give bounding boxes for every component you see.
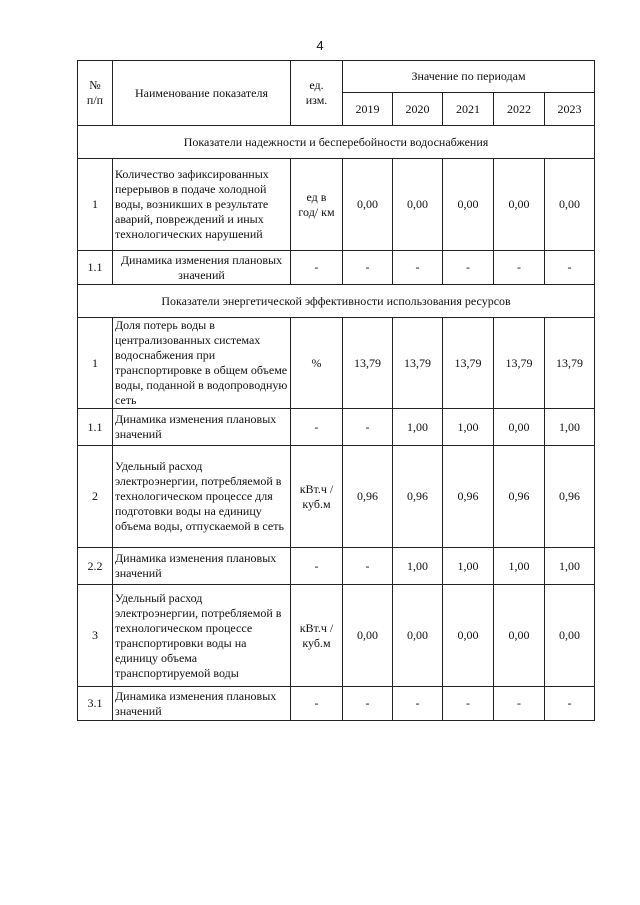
value-cell: 0,00 bbox=[494, 409, 545, 446]
section-row bbox=[78, 126, 595, 159]
header-year: 2022 bbox=[494, 93, 545, 126]
indicator-name: Динамика изменения плановых значений bbox=[113, 548, 291, 585]
value-cell: 13,79 bbox=[343, 318, 393, 409]
unit-cell: кВт.ч / куб.м bbox=[291, 585, 343, 687]
table-row bbox=[78, 687, 595, 721]
row-number: 3.1 bbox=[78, 687, 113, 721]
indicator-name: Динамика изменения плановых значений bbox=[113, 251, 291, 285]
value-cell: - bbox=[393, 251, 443, 285]
unit-cell: кВт.ч / куб.м bbox=[291, 446, 343, 548]
value-cell: 13,79 bbox=[545, 318, 595, 409]
value-cell: 0,00 bbox=[343, 159, 393, 251]
value-cell: 1,00 bbox=[443, 548, 494, 585]
unit-cell: - bbox=[291, 548, 343, 585]
value-cell: 0,00 bbox=[494, 159, 545, 251]
header-year: 2020 bbox=[393, 93, 443, 126]
value-cell: 13,79 bbox=[494, 318, 545, 409]
table-row bbox=[78, 409, 595, 446]
unit-cell: % bbox=[291, 318, 343, 409]
indicator-name: Количество зафиксированных перерывов в подаче холодной воды, возникших в результате аварий, повреждений и иных технологических нарушений bbox=[113, 159, 291, 251]
value-cell: 1,00 bbox=[545, 409, 595, 446]
value-cell: 0,96 bbox=[545, 446, 595, 548]
value-cell: - bbox=[494, 687, 545, 721]
value-cell: 0,00 bbox=[443, 159, 494, 251]
row-number: 3 bbox=[78, 585, 113, 687]
value-cell: - bbox=[443, 251, 494, 285]
value-cell: - bbox=[545, 251, 595, 285]
value-cell: - bbox=[393, 687, 443, 721]
value-cell: 0,00 bbox=[343, 585, 393, 687]
value-cell: 0,96 bbox=[443, 446, 494, 548]
value-cell: 0,96 bbox=[393, 446, 443, 548]
header-year: 2019 bbox=[343, 93, 393, 126]
value-cell: 0,00 bbox=[545, 159, 595, 251]
header-name: Наименование показателя bbox=[113, 61, 291, 126]
value-cell: 0,96 bbox=[494, 446, 545, 548]
unit-cell: - bbox=[291, 251, 343, 285]
value-cell: - bbox=[343, 548, 393, 585]
header-year: 2021 bbox=[443, 93, 494, 126]
row-number: 1.1 bbox=[78, 251, 113, 285]
value-cell: 0,00 bbox=[494, 585, 545, 687]
value-cell: 13,79 bbox=[393, 318, 443, 409]
row-number: 2 bbox=[78, 446, 113, 548]
table-row bbox=[78, 251, 595, 285]
value-cell: 1,00 bbox=[443, 409, 494, 446]
value-cell: - bbox=[494, 251, 545, 285]
unit-cell: - bbox=[291, 687, 343, 721]
indicator-name: Доля потерь воды в централизованных системах водоснабжения при транспортировке в общем объеме воды, поданной в водопроводную сеть bbox=[113, 318, 291, 409]
value-cell: 1,00 bbox=[393, 409, 443, 446]
unit-cell: ед в год/ км bbox=[291, 159, 343, 251]
row-number: 1.1 bbox=[78, 409, 113, 446]
value-cell: - bbox=[343, 687, 393, 721]
value-cell: - bbox=[545, 687, 595, 721]
section-row bbox=[78, 285, 595, 318]
value-cell: 13,79 bbox=[443, 318, 494, 409]
table-body bbox=[78, 126, 595, 721]
table-row bbox=[78, 159, 595, 251]
value-cell: 0,00 bbox=[393, 159, 443, 251]
indicator-name: Динамика изменения плановых значений bbox=[113, 409, 291, 446]
value-cell: 0,00 bbox=[545, 585, 595, 687]
indicator-name: Удельный расход электроэнергии, потребляемой в технологическом процессе транспортировки воды на единицу объема транспортируемой воды bbox=[113, 585, 291, 687]
table-row bbox=[78, 548, 595, 585]
row-number: 1 bbox=[78, 159, 113, 251]
header-num: № п/п bbox=[78, 61, 113, 126]
value-cell: 0,00 bbox=[443, 585, 494, 687]
table-row bbox=[78, 446, 595, 548]
value-cell: 1,00 bbox=[494, 548, 545, 585]
value-cell: - bbox=[343, 409, 393, 446]
value-cell: 0,00 bbox=[393, 585, 443, 687]
unit-cell: - bbox=[291, 409, 343, 446]
header-periods: Значение по периодам bbox=[343, 61, 595, 93]
indicators-table bbox=[77, 60, 595, 721]
page-number: 4 bbox=[316, 38, 324, 53]
value-cell: 1,00 bbox=[545, 548, 595, 585]
indicator-name: Динамика изменения плановых значений bbox=[113, 687, 291, 721]
value-cell: - bbox=[443, 687, 494, 721]
value-cell: - bbox=[343, 251, 393, 285]
table-row bbox=[78, 585, 595, 687]
row-number: 2.2 bbox=[78, 548, 113, 585]
value-cell: 0,96 bbox=[343, 446, 393, 548]
row-number: 1 bbox=[78, 318, 113, 409]
header-unit: ед. изм. bbox=[291, 61, 343, 126]
value-cell: 1,00 bbox=[393, 548, 443, 585]
header-year: 2023 bbox=[545, 93, 595, 126]
section-title: Показатели надежности и бесперебойности водоснабжения bbox=[78, 126, 595, 159]
indicator-name: Удельный расход электроэнергии, потребляемой в технологическом процессе для подготовки воды на единицу объема воды, отпускаемой в сеть bbox=[113, 446, 291, 548]
table-row bbox=[78, 318, 595, 409]
section-title: Показатели энергетической эффективности использования ресурсов bbox=[78, 285, 595, 318]
